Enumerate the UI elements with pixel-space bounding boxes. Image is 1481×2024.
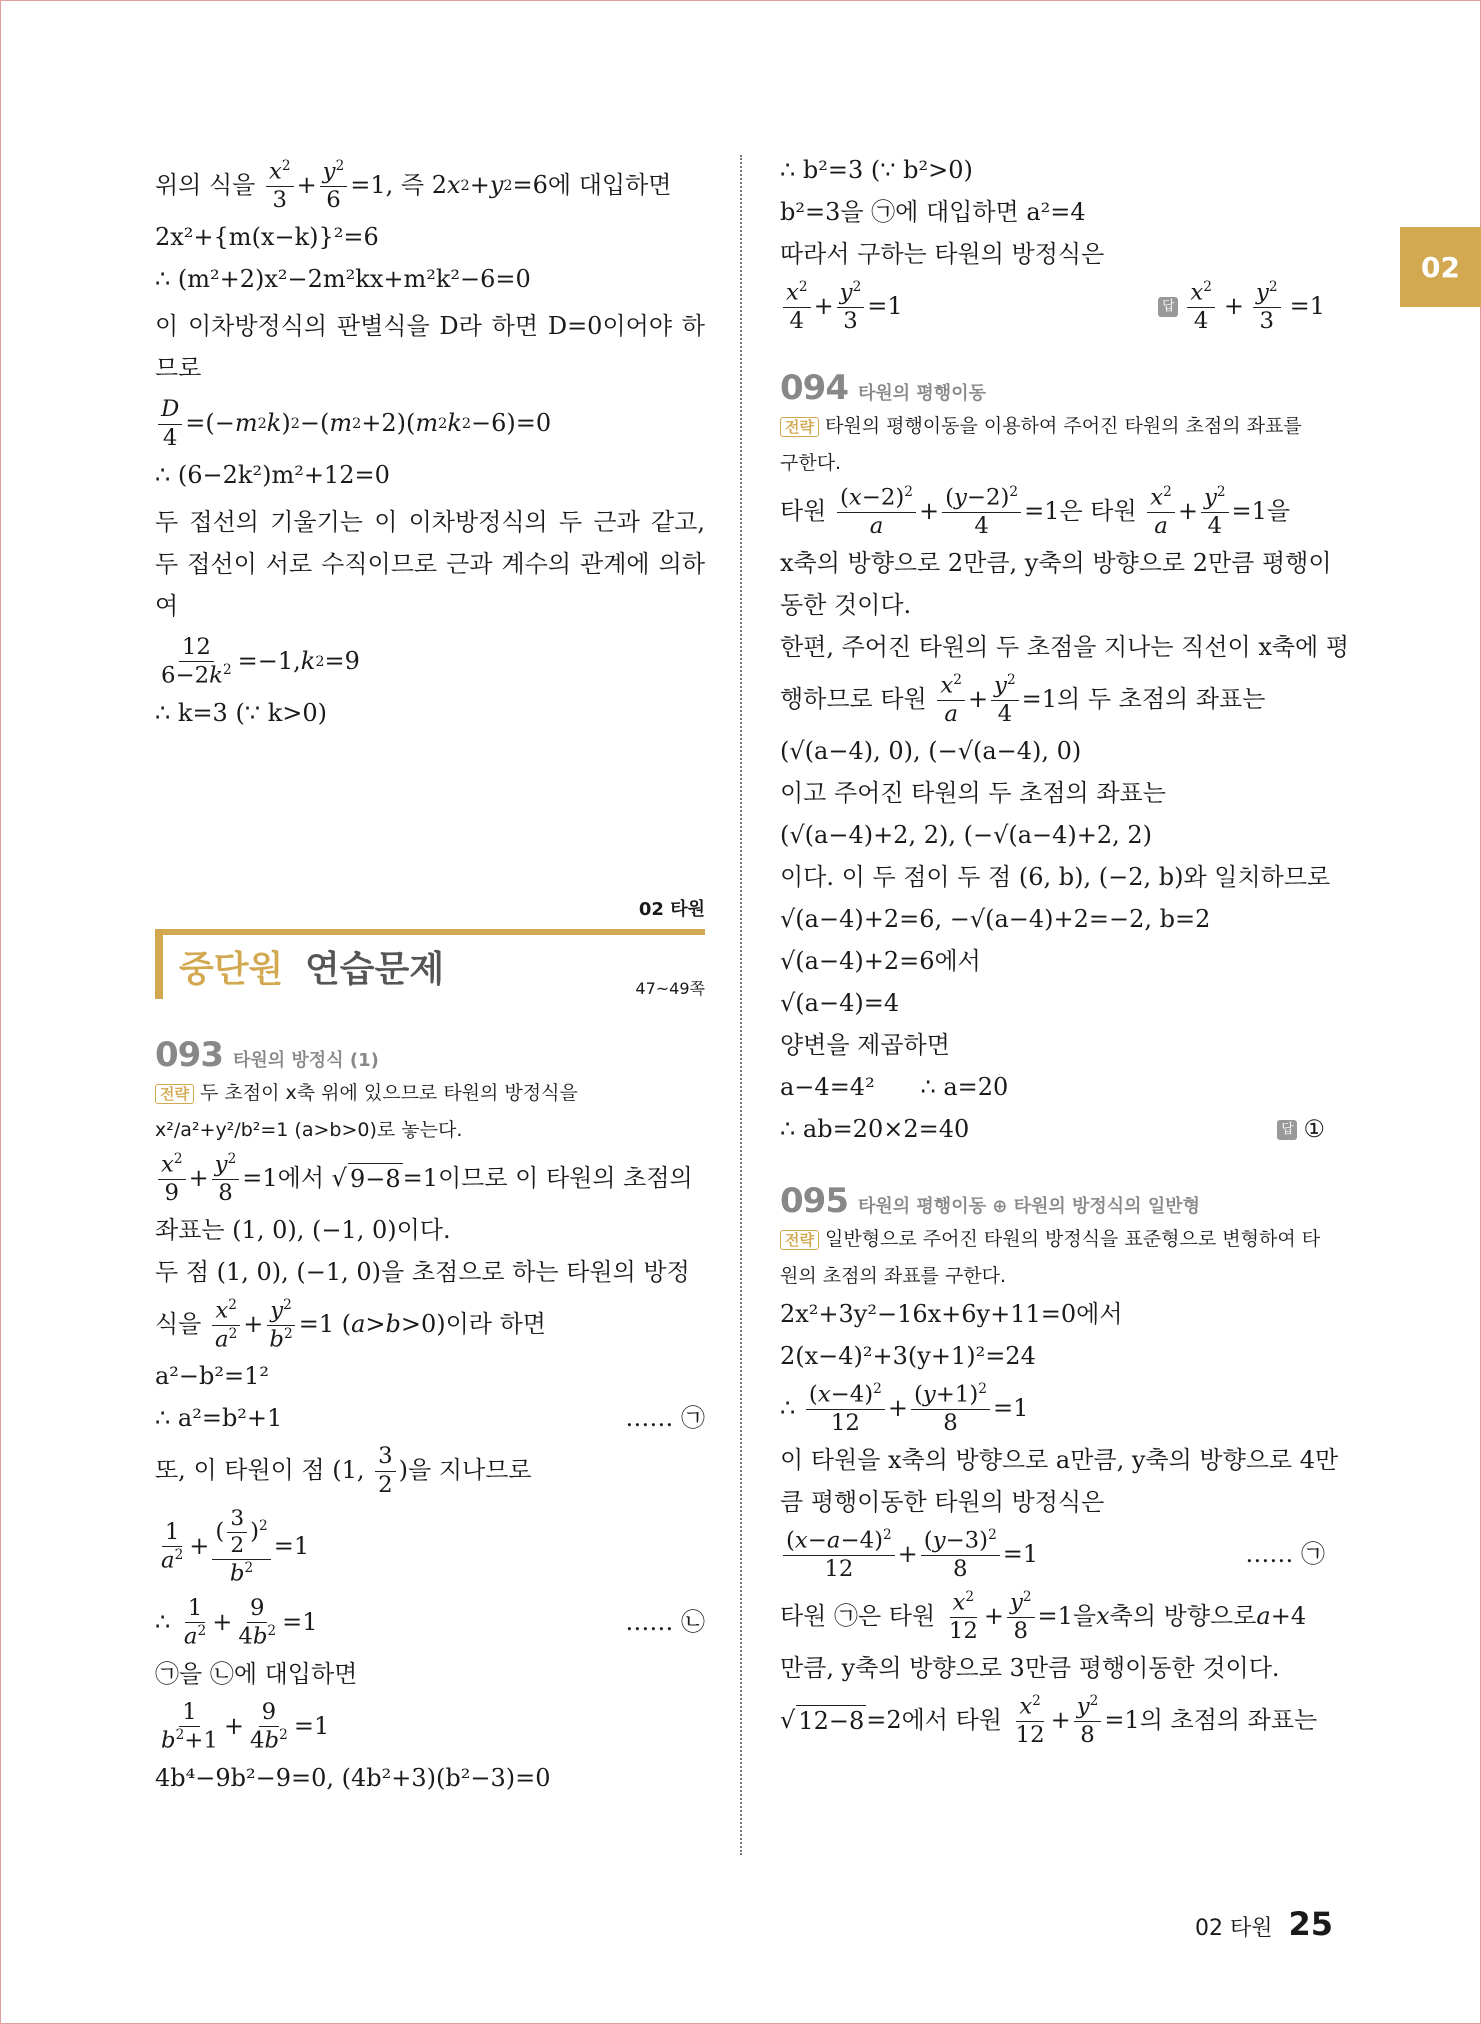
eq-text: ∴ a²=b²+1 [155, 1404, 283, 1433]
problem-number: 094 [780, 368, 848, 408]
eq-line: 행하므로 타원 $\frac{x^2}{a}$ + $\frac{y^2}{4}$ =1의 두 초점의 좌표는 [780, 671, 1266, 727]
problem-title: 타원의 평행이동 ⊕ 타원의 방정식의 일반형 [857, 1196, 1200, 1217]
text-line: ㉠을 ㉡에 대입하면 [155, 1660, 358, 1689]
eq-marker: …… ㉡ [625, 1608, 705, 1637]
eq-text: ∴ ab=20×2=40 [780, 1115, 970, 1144]
banner-pages: 47~49쪽 [635, 979, 705, 998]
strategy [780, 1221, 1325, 1294]
strategy-tag: 전략 [780, 417, 819, 437]
eq-line: $\frac{D}{4}$ =(− m 2 k ) 2 −( m 2 +2)( m 2 k 2 −6)=0 [155, 393, 705, 455]
answer-label: 답 [1158, 297, 1178, 317]
eq-line: $\frac{12}{6-2k^2}$ =−1, k 2 =9 [161, 633, 360, 689]
strategy [155, 1075, 705, 1148]
eq-line: 타원 $\frac{(x-2)^2}{a}$ + $\frac{(y-2)^2}{4}$ =1은 타원 $\frac{x^2}{a}$ + $\frac{y^2}{4}$ =1을 [780, 483, 1291, 539]
eq-line: 4b⁴−9b²−9=0, (4b²+3)(b²−3)=0 [155, 1764, 551, 1793]
page-footer [1195, 1905, 1333, 1943]
eq-line: ∴ b²=3 (∵ b²>0) [780, 156, 973, 185]
left-column [155, 155, 705, 1800]
problem-093-header [155, 1035, 705, 1075]
eq-line: a²−b²=1² [155, 1362, 270, 1391]
eq-line: ∴ $\frac{(x-4)^2}{12}$ + $\frac{(y+1)^2}{8}$ =1 [780, 1380, 1029, 1436]
strategy-tag: 전략 [155, 1084, 194, 1104]
eq-line: √(a−4)=4 [780, 989, 900, 1018]
text-line: 큼 평행이동한 타원의 방정식은 [780, 1488, 1105, 1517]
eq-line [155, 1398, 705, 1440]
eq-line: (√(a−4)+2, 2), (−√(a−4)+2, 2) [780, 821, 1153, 850]
eq-line: $\frac{(x-a-4)^2}{12}$ + $\frac{(y-3)^2}{8}$ =1 …… ㉠ [780, 1524, 1325, 1586]
eq-line [780, 1109, 1325, 1151]
eq-marker: …… ㉠ [1245, 1540, 1325, 1569]
right-column [780, 150, 1350, 1752]
strategy [780, 408, 1325, 481]
text-line: 한편, 주어진 타원의 두 초점을 지나는 직선이 x축에 평 [780, 633, 1350, 662]
eq-line: (√(a−4), 0), (−√(a−4), 0) [780, 737, 1082, 766]
eq-line: $\frac{x^2}{4}$ + $\frac{y^2}{3}$ =1 답 $\frac{x^2}{4}$ + $\frac{y^2}{3}$ =1 [780, 276, 1325, 338]
eq-line: √(a−4)+2=6에서 [780, 947, 981, 976]
eq-line: 위의 식을 $\frac{x^2}{3}$ + $\frac{y^2}{6}$ =1, 즉 2 x 2 + y 2 =6에 대입하면 [155, 157, 672, 213]
text-line: 따라서 구하는 타원의 방정식은 [780, 240, 1105, 269]
strategy-text: 두 초점이 x축 위에 있으므로 타원의 방정식을 x²/a²+y²/b²=1 (a>b>0)로 놓는다. [155, 1082, 578, 1141]
eq-line: ∴ k=3 (∵ k>0) [155, 699, 327, 728]
footer-chapter: 02 타원 [1195, 1916, 1273, 1941]
answer [1277, 1114, 1325, 1145]
eq-line: 식을 $\frac{x^2}{a^2}$ + $\frac{y^2}{b^2}$ =1 ( a > b >0)이라 하면 [155, 1296, 546, 1353]
eq-line: $\frac{x^2}{9}$ + $\frac{y^2}{8}$ =1에서 √ 9−8 =1이므로 이 타원의 초점의 [155, 1148, 705, 1210]
eq-line: 타원 ㉠은 타원 $\frac{x^2}{12}$ + $\frac{y^2}{8}$ =1을 x 축의 방향으로 a +4 [780, 1588, 1307, 1644]
text-line: 이고 주어진 타원의 두 초점의 좌표는 [780, 779, 1166, 808]
section-banner [155, 929, 705, 1005]
problem-number: 093 [155, 1035, 223, 1075]
text-line: 두 접선의 기울기는 이 이차방정식의 두 근과 같고, 두 접선이 서로 수직이므로 근과 계수의 관계에 의하여 [155, 508, 705, 620]
problem-095-header [780, 1181, 1325, 1221]
eq-line: 2(x−4)²+3(y+1)²=24 [780, 1342, 1036, 1371]
text-line: 만큼, y축의 방향으로 3만큼 평행이동한 것이다. [780, 1654, 1280, 1683]
eq-line: ∴ $\frac{1}{a^2}$ + $\frac{9}{4b^2}$ =1 …… ㉡ [155, 1594, 705, 1650]
strategy-tag: 전략 [780, 1230, 819, 1250]
strategy-text: 일반형으로 주어진 타원의 방정식을 표준형으로 변형하여 타원의 초점의 좌표를 구한다. [780, 1228, 1321, 1287]
answer: 답 $\frac{x^2}{4}$ + $\frac{y^2}{3}$ =1 [1158, 279, 1325, 335]
text-line: 양변을 제곱하면 [780, 1031, 950, 1060]
text-line: 동한 것이다. [780, 591, 912, 620]
eq-line: $\frac{1}{b^2+1}$ + $\frac{9}{4b^2}$ =1 [161, 1698, 330, 1754]
banner-accent-bar [155, 935, 163, 999]
answer-value: ① [1303, 1115, 1325, 1144]
text-line: 이 이차방정식의 판별식을 D라 하면 D=0이어야 하므로 [155, 312, 705, 382]
column-divider [740, 155, 742, 1855]
eq-marker: …… ㉠ [625, 1404, 705, 1433]
problem-title: 타원의 평행이동 [857, 383, 986, 404]
eq-line: ∴ (6−2k²)m²+12=0 [155, 461, 390, 490]
text-line: 두 점 (1, 0), (−1, 0)을 초점으로 하는 타원의 방정 [155, 1258, 690, 1287]
eq-line: 또, 이 타원이 점 (1, $\frac{3}{2}$ )을 지나므로 [155, 1443, 532, 1498]
problem-094-header [780, 368, 1325, 408]
problem-number: 095 [780, 1181, 848, 1221]
eq-line: ∴ (m²+2)x²−2m²kx+m²k²−6=0 [155, 265, 531, 294]
chapter-tab: 02 [1400, 227, 1481, 307]
answer-label: 답 [1277, 1120, 1297, 1140]
strategy-text: 타원의 평행이동을 이용하여 주어진 타원의 초점의 좌표를 구한다. [780, 415, 1302, 474]
eq-line: $\frac{1}{a^2}$ + ( $\frac{3}{2}$ )$^2$ $b^2$ =1 [161, 1506, 310, 1587]
eq-line: b²=3을 ㉠에 대입하면 a²=4 [780, 198, 1086, 227]
banner-title-accent: 중단원 [179, 949, 284, 990]
page-number: 25 [1288, 1905, 1334, 1943]
text-line: 좌표는 (1, 0), (−1, 0)이다. [155, 1216, 451, 1245]
problem-title: 타원의 방정식 (1) [232, 1050, 379, 1071]
eq-line: √ 12−8 =2에서 타원 $\frac{x^2}{12}$ + $\frac{y^2}{8}$ =1의 초점의 좌표는 [780, 1692, 1318, 1748]
text-line: 이다. 이 두 점이 두 점 (6, b), (−2, b)와 일치하므로 [780, 863, 1331, 892]
text-line: 이 타원을 x축의 방향으로 a만큼, y축의 방향으로 4만 [780, 1446, 1339, 1475]
banner-title: 연습문제 [305, 949, 445, 990]
eq-line: √(a−4)+2=6, −√(a−4)+2=−2, b=2 [780, 905, 1211, 934]
eq-line: a−4=4² ∴ a=20 [780, 1073, 1009, 1102]
section-label: 02 타원 [638, 899, 705, 920]
text-line: x축의 방향으로 2만큼, y축의 방향으로 2만큼 평행이 [780, 549, 1332, 578]
eq-line: 2x²+3y²−16x+6y+11=0에서 [780, 1300, 1123, 1329]
eq-line: 2x²+{m(x−k)}²=6 [155, 223, 379, 252]
